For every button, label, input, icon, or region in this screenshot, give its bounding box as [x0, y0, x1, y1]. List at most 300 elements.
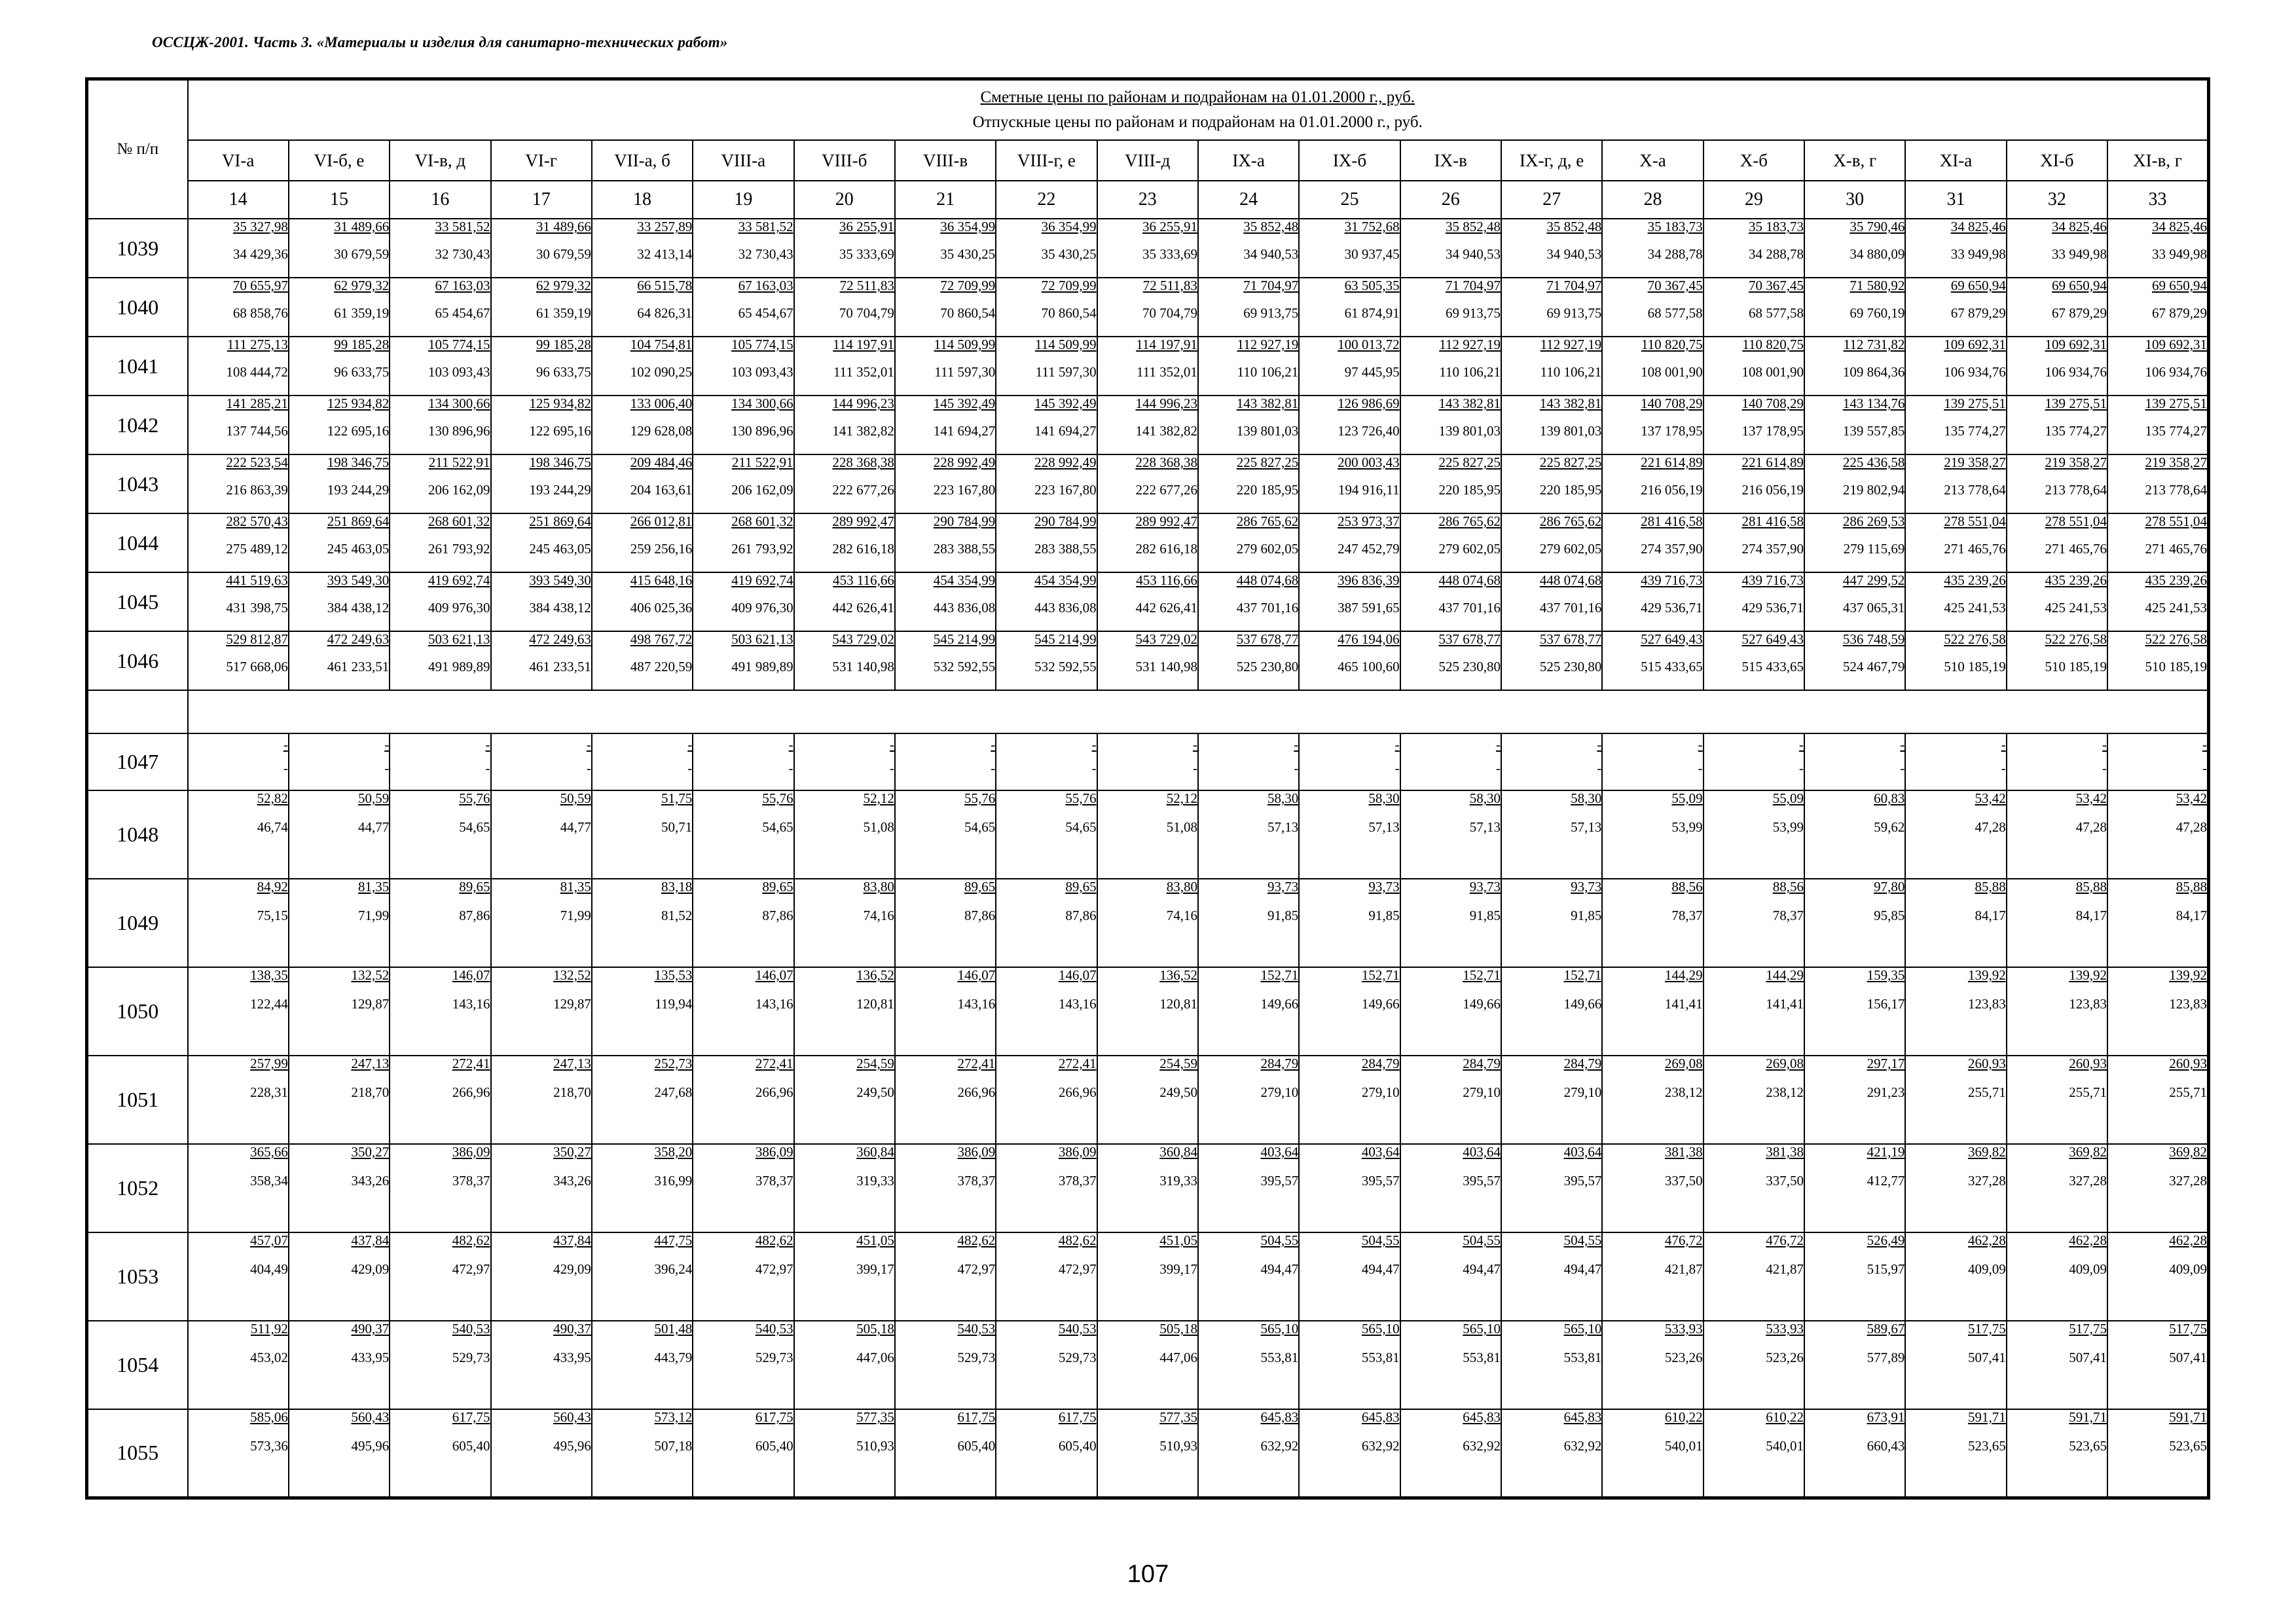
estimate-price: -: [1698, 737, 1703, 752]
release-price: 102 090,25: [630, 364, 693, 380]
release-price: 553,81: [1260, 1350, 1299, 1365]
release-price: 194 916,11: [1338, 482, 1400, 498]
price-cell: [1905, 790, 2006, 879]
release-price: 47,28: [2176, 819, 2207, 835]
price-cell: [2007, 572, 2107, 631]
column-number: 22: [996, 181, 1097, 219]
price-cell: [1905, 454, 2006, 513]
column-number: 33: [2107, 181, 2208, 219]
price-cell: [188, 337, 289, 396]
estimate-price: 31 489,66: [536, 219, 591, 234]
estimate-price: 33 581,52: [738, 219, 793, 234]
estimate-price: 284,79: [1563, 1056, 1602, 1071]
row-number: 1044: [87, 513, 188, 572]
estimate-price: 591,71: [1967, 1409, 2006, 1425]
region-header: VI-б, е: [289, 140, 390, 181]
price-cell: [1299, 513, 1400, 572]
price-cell: [1602, 631, 1703, 690]
separator-cell: [188, 690, 2209, 733]
estimate-price: 403,64: [1563, 1144, 1602, 1160]
estimate-price: 266 012,81: [630, 513, 693, 529]
release-price: 51,08: [1166, 819, 1197, 835]
release-price: 279,10: [1563, 1084, 1602, 1100]
estimate-price: 36 255,91: [1142, 219, 1197, 234]
release-price: 472,97: [452, 1261, 490, 1277]
estimate-price: 540,53: [755, 1321, 793, 1337]
release-price: 494,47: [1260, 1261, 1299, 1277]
estimate-price: 35 852,48: [1546, 219, 1602, 234]
estimate-price: 143 134,76: [1842, 396, 1905, 411]
release-price: 69 760,19: [1850, 305, 1905, 321]
price-cell: [996, 879, 1097, 967]
price-cell: [1602, 879, 1703, 967]
row-number: 1041: [87, 337, 188, 396]
price-cell: [996, 1409, 1097, 1498]
price-cell: [794, 337, 895, 396]
estimate-price: 52,12: [1166, 790, 1197, 806]
release-price: 266,96: [957, 1084, 996, 1100]
estimate-price: 55,76: [762, 790, 793, 806]
estimate-price: 403,64: [1463, 1144, 1501, 1160]
release-price: 137 178,95: [1741, 423, 1804, 439]
estimate-price: 97,80: [1874, 879, 1905, 895]
price-cell: [895, 337, 996, 396]
estimate-price: 522 276,58: [2145, 631, 2207, 647]
release-price: 122,44: [250, 996, 288, 1012]
price-cell: [1905, 1321, 2006, 1409]
estimate-price: 565,10: [1260, 1321, 1299, 1337]
price-cell: [1804, 733, 1905, 790]
price-cell: [693, 572, 793, 631]
release-price: 510 185,19: [1944, 659, 2006, 674]
price-cell: [693, 454, 793, 513]
row-number: 1049: [87, 879, 188, 967]
price-cell: [1704, 879, 1804, 967]
release-price: 343,26: [553, 1173, 591, 1189]
estimate-price: 591,71: [2169, 1409, 2207, 1425]
release-price: 91,85: [1368, 908, 1400, 923]
release-price: 54,65: [459, 819, 490, 835]
estimate-price: 36 354,99: [1041, 219, 1097, 234]
estimate-price: 540,53: [452, 1321, 490, 1337]
release-price: 123,83: [2169, 996, 2207, 1012]
estimate-price: 482,62: [957, 1232, 996, 1248]
release-price: 65 454,67: [738, 305, 793, 321]
release-price: 495,96: [351, 1438, 390, 1454]
estimate-price: 282 570,43: [226, 513, 288, 529]
estimate-price: 537 678,77: [1438, 631, 1501, 647]
row-number-header: № п/п: [87, 79, 188, 219]
estimate-price: 350,27: [351, 1144, 390, 1160]
estimate-price: 289 992,47: [1135, 513, 1197, 529]
estimate-price: 543 729,02: [832, 631, 894, 647]
release-price: 57,13: [1368, 819, 1400, 835]
section-separator-row: [87, 690, 2209, 733]
price-cell: [1602, 1409, 1703, 1498]
estimate-price: 589,67: [1867, 1321, 1905, 1337]
release-price: 238,12: [1664, 1084, 1703, 1100]
price-cell: [693, 790, 793, 879]
estimate-price: 369,82: [1967, 1144, 2006, 1160]
price-cell: [491, 1232, 592, 1321]
price-cell: [1400, 337, 1501, 396]
release-price: 44,77: [357, 819, 390, 835]
release-price: 279,10: [1463, 1084, 1501, 1100]
price-cell: [1501, 1321, 1602, 1409]
release-price: 266,96: [755, 1084, 793, 1100]
release-price: 95,85: [1874, 908, 1905, 923]
estimate-price: 448 074,68: [1438, 572, 1501, 588]
estimate-price: 35 852,48: [1243, 219, 1299, 234]
price-cell: [289, 513, 390, 572]
estimate-price: 33 581,52: [435, 219, 490, 234]
release-price: 65 454,67: [435, 305, 490, 321]
estimate-price: 63 505,35: [1344, 278, 1400, 293]
release-price: 111 352,01: [833, 364, 894, 380]
release-price: 632,92: [1361, 1438, 1400, 1454]
estimate-price: 60,83: [1874, 790, 1905, 806]
price-cell: [1097, 337, 1198, 396]
release-price: 605,40: [755, 1438, 793, 1454]
release-price: 337,50: [1766, 1173, 1804, 1189]
release-price: 431 398,75: [226, 600, 288, 616]
estimate-price: 72 511,83: [839, 278, 894, 293]
region-header: VIII-а: [693, 140, 793, 181]
estimate-price: 222 523,54: [226, 454, 288, 470]
price-cell: [2007, 454, 2107, 513]
release-price: 143,16: [957, 996, 996, 1012]
price-cell: [491, 278, 592, 337]
release-price: 109 864,36: [1842, 364, 1905, 380]
release-price: 437 065,31: [1842, 600, 1905, 616]
release-price: 59,62: [1874, 819, 1905, 835]
release-price: 149,66: [1563, 996, 1602, 1012]
price-cell: [188, 1232, 289, 1321]
price-cell: [1501, 1144, 1602, 1232]
estimate-price: 545 214,99: [1034, 631, 1097, 647]
release-price: 149,66: [1463, 996, 1501, 1012]
estimate-price: 140 708,29: [1641, 396, 1703, 411]
release-price: 61 359,19: [334, 305, 390, 321]
price-cell: [592, 1056, 693, 1144]
estimate-price: 225 827,25: [1438, 454, 1501, 470]
price-cell: [592, 1144, 693, 1232]
estimate-price: 527 649,43: [1741, 631, 1804, 647]
estimate-price: 55,76: [459, 790, 490, 806]
release-price: 319,33: [1159, 1173, 1197, 1189]
price-cell: [693, 879, 793, 967]
price-cell: [996, 1232, 1097, 1321]
price-cell: [693, 1409, 793, 1498]
price-cell: [188, 733, 289, 790]
release-price: 279 602,05: [1236, 541, 1299, 557]
estimate-price: 565,10: [1463, 1321, 1501, 1337]
price-cell: [592, 513, 693, 572]
price-cell: [794, 454, 895, 513]
price-cell: [1198, 967, 1299, 1056]
release-price: 53,99: [1772, 819, 1804, 835]
region-header: XI-в, г: [2107, 140, 2208, 181]
release-price: 327,28: [2069, 1173, 2107, 1189]
price-cell: [2107, 879, 2208, 967]
release-price: 111 352,01: [1136, 364, 1197, 380]
estimate-price: 219 358,27: [2145, 454, 2207, 470]
price-cell: [1704, 1144, 1804, 1232]
estimate-price: 505,18: [1159, 1321, 1197, 1337]
release-price: 137 744,56: [226, 423, 288, 439]
price-cell: [2007, 1056, 2107, 1144]
estimate-price: 89,65: [459, 879, 490, 895]
estimate-price: 84,92: [257, 879, 288, 895]
estimate-price: 83,80: [1166, 879, 1197, 895]
release-price: 283 388,55: [1034, 541, 1097, 557]
estimate-price: 386,09: [755, 1144, 793, 1160]
estimate-price: 221 614,89: [1741, 454, 1804, 470]
estimate-price: 284,79: [1361, 1056, 1400, 1071]
release-price: -: [2102, 760, 2107, 776]
price-cell: [592, 396, 693, 454]
release-price: 409,09: [2169, 1261, 2207, 1277]
release-price: 443 836,08: [1034, 600, 1097, 616]
release-price: 47,28: [1975, 819, 2006, 835]
release-price: 84,17: [1975, 908, 2006, 923]
price-cell: [1299, 1321, 1400, 1409]
release-price: 35 430,25: [940, 246, 996, 262]
estimate-price: -: [788, 737, 793, 752]
release-price: 69 913,75: [1243, 305, 1299, 321]
estimate-price: 67 163,03: [435, 278, 490, 293]
release-price: 213 778,64: [2145, 482, 2207, 498]
row-number: 1043: [87, 454, 188, 513]
release-price: 279 602,05: [1539, 541, 1602, 557]
price-cell: [1299, 572, 1400, 631]
estimate-price: 504,55: [1563, 1232, 1602, 1248]
estimate-price: 503 621,13: [428, 631, 490, 647]
price-cell: [1198, 1409, 1299, 1498]
release-price: 141,41: [1664, 996, 1703, 1012]
table-row: [87, 631, 2209, 690]
release-price: 223 167,80: [933, 482, 996, 498]
release-price: 540,01: [1766, 1438, 1804, 1454]
price-cell: [289, 1056, 390, 1144]
estimate-price: 540,53: [1058, 1321, 1097, 1337]
price-cell: [1400, 513, 1501, 572]
price-cell: [390, 1232, 490, 1321]
estimate-price: 62 979,32: [334, 278, 390, 293]
price-cell: [2007, 733, 2107, 790]
release-price: 433,95: [553, 1350, 591, 1365]
price-cell: [1804, 1321, 1905, 1409]
price-cell: [1198, 219, 1299, 278]
estimate-price: 200 003,43: [1338, 454, 1400, 470]
estimate-price: 269,08: [1766, 1056, 1804, 1071]
release-price: 553,81: [1361, 1350, 1400, 1365]
region-header: VI-в, д: [390, 140, 490, 181]
price-cell: [693, 1144, 793, 1232]
estimate-price: 421,19: [1867, 1144, 1905, 1160]
release-price: 395,57: [1361, 1173, 1400, 1189]
release-price: 632,92: [1563, 1438, 1602, 1454]
estimate-price: 560,43: [553, 1409, 591, 1425]
price-cell: [188, 396, 289, 454]
price-cell: [996, 337, 1097, 396]
release-price: 51,08: [863, 819, 894, 835]
price-cell: [794, 278, 895, 337]
estimate-price: 278 551,04: [2045, 513, 2107, 529]
estimate-price: 134 300,66: [731, 396, 793, 411]
release-price: 91,85: [1469, 908, 1501, 923]
estimate-price: 386,09: [452, 1144, 490, 1160]
estimate-price: 144 996,23: [1135, 396, 1197, 411]
estimate-price: 272,41: [1058, 1056, 1097, 1071]
price-cell: [390, 1144, 490, 1232]
release-price: 71,99: [357, 908, 390, 923]
estimate-price: 645,83: [1463, 1409, 1501, 1425]
release-price: 525 230,80: [1539, 659, 1602, 674]
price-cell: [693, 337, 793, 396]
release-price: 495,96: [553, 1438, 591, 1454]
price-cell: [2007, 967, 2107, 1056]
price-cell: [996, 396, 1097, 454]
release-price: 387 591,65: [1338, 600, 1400, 616]
page-header: ОССЦЖ-2001. Часть 3. «Материалы и изделия для санитарно-технических работ»: [152, 34, 728, 50]
estimate-price: 403,64: [1260, 1144, 1299, 1160]
estimate-price: 34 825,46: [2052, 219, 2107, 234]
estimate-price: 35 327,98: [232, 219, 288, 234]
price-cell: [2007, 513, 2107, 572]
price-cell: [188, 1144, 289, 1232]
release-price: 319,33: [856, 1173, 894, 1189]
release-price: 74,16: [863, 908, 894, 923]
release-price: 255,71: [2069, 1084, 2107, 1100]
estimate-price: 350,27: [553, 1144, 591, 1160]
release-price: 274 357,90: [1741, 541, 1804, 557]
price-cell: [693, 396, 793, 454]
price-cell: [1400, 879, 1501, 967]
release-price: 149,66: [1260, 996, 1299, 1012]
price-cell: [1299, 879, 1400, 967]
price-cell: [1905, 278, 2006, 337]
release-price: 245 463,05: [529, 541, 591, 557]
price-cell: [996, 1144, 1097, 1232]
price-cell: [188, 631, 289, 690]
release-price: 69 913,75: [1546, 305, 1602, 321]
release-price: 510 185,19: [2045, 659, 2107, 674]
price-cell: [794, 733, 895, 790]
estimate-price: 55,76: [1065, 790, 1097, 806]
release-price: 442 626,41: [832, 600, 894, 616]
release-price: 395,57: [1463, 1173, 1501, 1189]
release-prices-title: Отпускные цены по районам и подрайонам на 01.01.2000 г., руб.: [972, 113, 1423, 131]
release-price: 220 185,95: [1539, 482, 1602, 498]
release-price: 122 695,16: [529, 423, 591, 439]
release-price: 515,97: [1867, 1261, 1905, 1277]
estimate-price: 145 392,49: [1034, 396, 1097, 411]
release-price: 108 444,72: [226, 364, 288, 380]
price-cell: [390, 454, 490, 513]
estimate-price: 132,52: [351, 967, 390, 983]
row-number: 1048: [87, 790, 188, 879]
estimate-price: 70 655,97: [232, 278, 288, 293]
estimate-price: 105 774,15: [731, 337, 793, 352]
estimate-price: 281 416,58: [1641, 513, 1703, 529]
estimate-price: 517,75: [2069, 1321, 2107, 1337]
estimate-price: 435 239,26: [2145, 572, 2207, 588]
estimate-price: 537 678,77: [1236, 631, 1299, 647]
price-cell: [1198, 572, 1299, 631]
release-price: 532 592,55: [1034, 659, 1097, 674]
estimate-price: 35 183,73: [1647, 219, 1703, 234]
price-cell: [188, 572, 289, 631]
price-cell: [1198, 1232, 1299, 1321]
price-cell: [1097, 1056, 1198, 1144]
price-cell: [592, 967, 693, 1056]
table-row: [87, 454, 2209, 513]
estimate-price: 268 601,32: [731, 513, 793, 529]
release-price: 139 801,03: [1438, 423, 1501, 439]
price-cell: [2107, 967, 2208, 1056]
price-cell: [390, 790, 490, 879]
release-price: 529,73: [957, 1350, 996, 1365]
price-cell: [289, 1232, 390, 1321]
estimate-price: 435 239,26: [2045, 572, 2107, 588]
estimate-price: 144,29: [1766, 967, 1804, 983]
release-price: 81,52: [661, 908, 693, 923]
table-row: [87, 278, 2209, 337]
price-cell: [794, 631, 895, 690]
release-price: 68 577,58: [1749, 305, 1804, 321]
price-cell: [996, 967, 1097, 1056]
release-price: 274 357,90: [1641, 541, 1703, 557]
release-price: 279,10: [1260, 1084, 1299, 1100]
estimate-price: 143 382,81: [1539, 396, 1602, 411]
release-price: 406 025,36: [630, 600, 693, 616]
estimate-price: 159,35: [1867, 967, 1905, 983]
estimate-price: 66 515,78: [637, 278, 693, 293]
price-cell: [592, 631, 693, 690]
price-cell: [1905, 631, 2006, 690]
estimate-price: 53,42: [2075, 790, 2107, 806]
estimate-price: 360,84: [1159, 1144, 1197, 1160]
release-price: 110 106,21: [1439, 364, 1501, 380]
release-price: 139 801,03: [1236, 423, 1299, 439]
release-price: 57,13: [1571, 819, 1602, 835]
estimate-price: 71 704,97: [1243, 278, 1299, 293]
price-cell: [2107, 396, 2208, 454]
price-cell: [1501, 278, 1602, 337]
region-header: IX-г, д, е: [1501, 140, 1602, 181]
release-price: 141 694,27: [1034, 423, 1097, 439]
estimate-price: 254,59: [856, 1056, 894, 1071]
estimate-price: 451,05: [856, 1232, 894, 1248]
release-price: 135 774,27: [2145, 423, 2207, 439]
release-price: 261 793,92: [731, 541, 793, 557]
region-header: X-б: [1704, 140, 1804, 181]
estimate-price: -: [991, 737, 996, 752]
estimate-price: 439 716,73: [1641, 572, 1703, 588]
price-cell: [1602, 733, 1703, 790]
price-cell: [1097, 1144, 1198, 1232]
estimate-price: 134 300,66: [428, 396, 490, 411]
price-cell: [390, 631, 490, 690]
release-price: -: [991, 760, 996, 776]
price-cell: [1501, 396, 1602, 454]
release-price: -: [1091, 760, 1097, 776]
price-cell: [390, 1409, 490, 1498]
price-cell: [1905, 396, 2006, 454]
price-cell: [1097, 1409, 1198, 1498]
release-price: 577,89: [1867, 1350, 1905, 1365]
